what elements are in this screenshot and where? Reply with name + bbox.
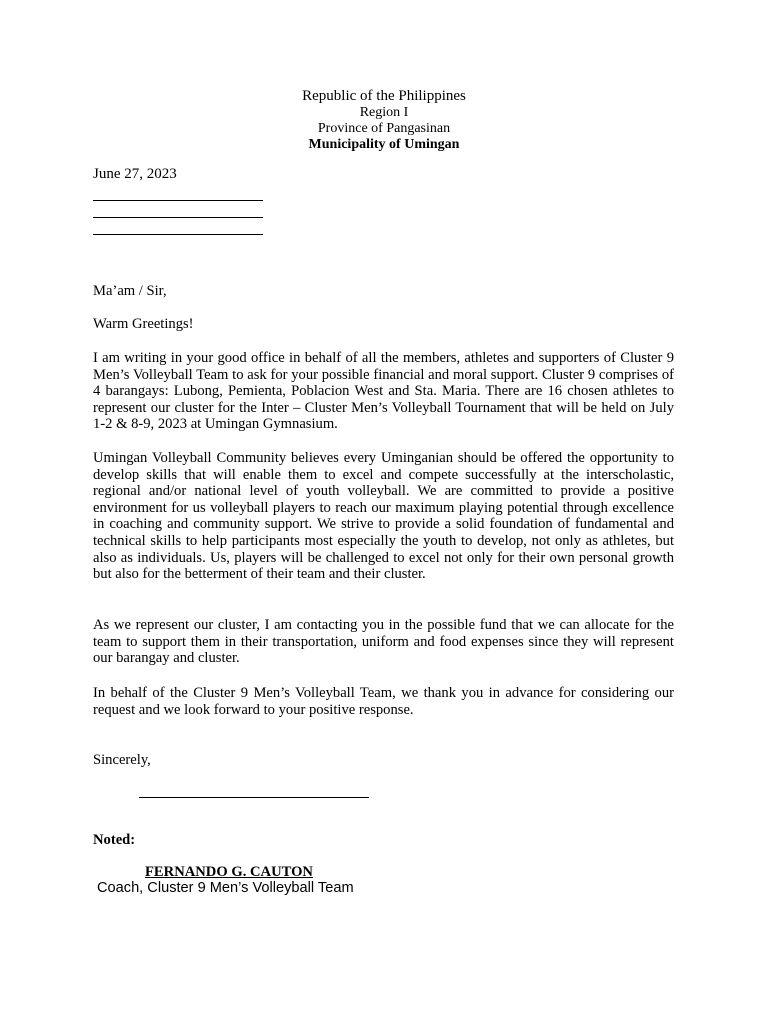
body-paragraph-1: I am writing in your good office in behalf of all the members, athletes and supporters of Cluster 9 Men’s Volleyball Team to ask for your possible financial and moral support. Cluster 9 comprises of 4 barangays: Lubong, Pemienta, Poblacion West and Sta. Maria. There are 16 chosen athletes to represent our cluster for the Inter – Cluster Men’s Volleyball Tournament that will be held on July 1-2 & 8-9, 2023 at Umingan Gymnasium. <box>93 350 674 433</box>
recipient-line-2 <box>93 217 263 218</box>
signer-name: FERNANDO G. CAUTON <box>145 864 313 880</box>
header-province: Province of Pangasinan <box>317 121 451 136</box>
recipient-line-3 <box>93 234 263 235</box>
noted-label: Noted: <box>93 832 136 848</box>
header-municipality: Municipality of Umingan <box>308 137 460 152</box>
header-republic: Republic of the Philippines <box>302 88 466 104</box>
recipient-line-1 <box>93 200 263 201</box>
body-paragraph-2: Umingan Volleyball Community believes every Uminganian should be offered the opportunity to develop skills that will enable them to excel and compete successfully at the interscholastic, regional and/or national level of youth volleyball. We are committed to provide a positive environment for us volleyball players to reach our maximum playing potential through excellence in coaching and community support. We strive to provide a solid foundation of fundamental and technical skills to help participants most especially the youth to develop, not only as athletes, but also as individuals. Us, players will be challenged to excel not only for their own personal growth but also for the betterment of their team and their cluster. <box>93 450 674 583</box>
signature-line <box>139 797 369 798</box>
letterhead <box>0 88 768 153</box>
letter-date: June 27, 2023 <box>93 166 177 182</box>
header-region: Region I <box>359 105 409 120</box>
greeting: Warm Greetings! <box>93 316 194 332</box>
salutation: Ma’am / Sir, <box>93 283 167 299</box>
body-paragraph-4: In behalf of the Cluster 9 Men’s Volleyball Team, we thank you in advance for considering our request and we look forward to your positive response. <box>93 685 674 718</box>
closing: Sincerely, <box>93 752 151 768</box>
body-paragraph-3: As we represent our cluster, I am contacting you in the possible fund that we can allocate for the team to support them in their transportation, uniform and food expenses since they will represent our barangay and cluster. <box>93 617 674 667</box>
signer-role: Coach, Cluster 9 Men’s Volleyball Team <box>97 880 354 896</box>
